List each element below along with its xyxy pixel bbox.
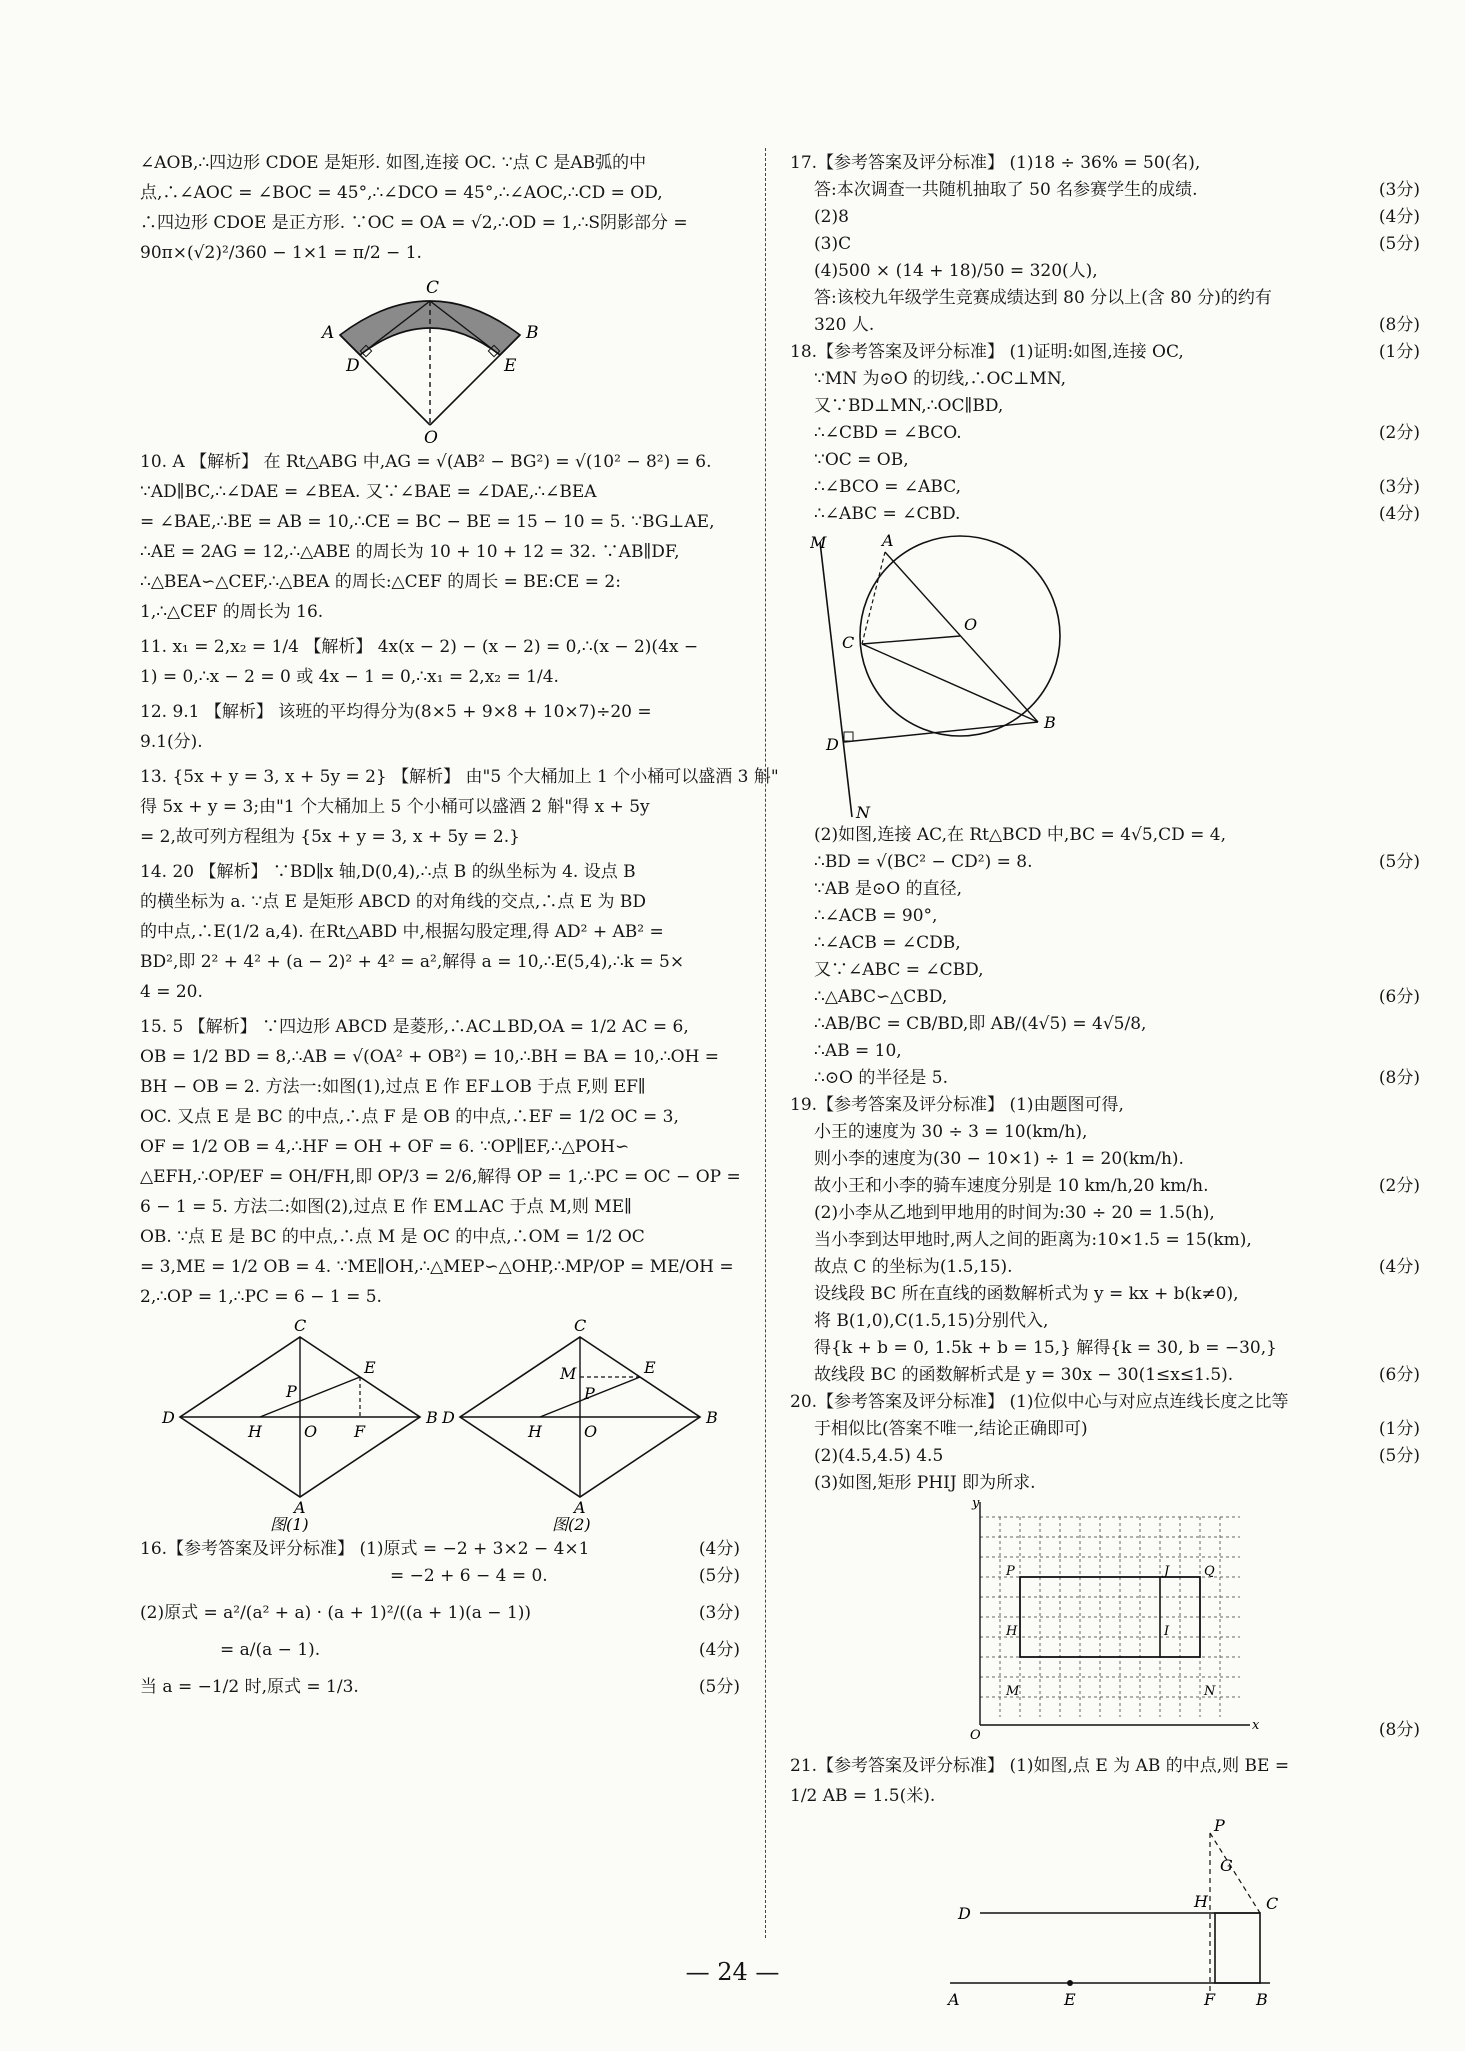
q19-text: 当小李到达甲地时,两人之间的距离为:10×1.5 = 15(km), [814,1230,1252,1250]
q19-text: 得{k + b = 0, 1.5k + b = 15,} 解得{k = 30, b = −30,} [814,1338,1277,1358]
q14-line: 14. 20 【解析】 ∵BD∥x 轴,D(0,4),∴点 B 的纵坐标为 4. 设点 B [140,862,636,882]
left-column [140,150,779,1701]
points-badge: (4分) [1378,207,1420,227]
q15-line: = 3,ME = 1/2 OB = 4. ∵ME∥OH,∴△MEP∽△OHP,∴MP/OP = ME/OH = [140,1257,734,1277]
q16-line [140,1674,740,1701]
q19-line [790,1146,1420,1173]
q20-line [790,1470,1420,1497]
points-badge: (4分) [1378,504,1420,524]
q11-solution [140,634,740,691]
q18-line [790,822,1420,849]
q17-text: (4)500 × (14 + 18)/50 = 320(人), [814,261,1098,281]
q13-line: = 2,故可列方程组为 {5x + y = 3, x + 5y = 2.} [140,827,520,847]
fig18-label: N [856,803,870,822]
q19-line [790,1362,1420,1389]
q19-text: 故小王和小李的骑车速度分别是 10 km/h,20 km/h. [814,1176,1209,1196]
q13-solution [140,764,779,851]
fig15-label: A [294,1498,306,1517]
q18-text: 18.【参考答案及评分标准】 (1)证明:如图,连接 OC, [790,342,1184,362]
fig9-label: A [322,323,335,343]
q12-line: 9.1(分). [140,732,203,752]
fig21-label: H [1194,1892,1208,1911]
fig20-origin: O [970,1728,981,1743]
fig15-label: H [528,1422,542,1441]
q18-text: ∴∠ACB = 90°, [814,906,938,926]
q18-line [790,903,1420,930]
q17-line [790,285,1420,312]
points-badge: (8分) [1378,315,1420,335]
fig21-label: G [1220,1856,1233,1875]
fig9-label: O [424,428,438,443]
q21-solution [790,1753,1420,1810]
points-badge: (3分) [1378,477,1420,497]
fig15-label: H [248,1422,262,1441]
fig15-label: P [286,1382,297,1401]
q19-text: 故点 C 的坐标为(1.5,15). [814,1257,1013,1277]
points-badge: (1分) [1378,342,1420,362]
column-divider [765,148,766,1938]
fig20-label: Q [1204,1564,1215,1579]
q15-line: OB. ∵点 E 是 BC 的中点,∴点 M 是 OC 的中点,∴OM = 1/2 OC [140,1227,645,1247]
q10-solution [140,449,740,626]
q19-line [790,1200,1420,1227]
right-column [790,150,1420,2013]
q17-text: 答:该校九年级学生竞赛成绩达到 80 分以上(含 80 分)的约有 [814,288,1272,308]
points-badge: (5分) [1378,1446,1420,1466]
fig9-label: D [346,356,360,376]
fig15-label: F [354,1422,366,1441]
q17-line [790,150,1420,177]
q15-solution [140,1014,740,1311]
q12-solution [140,699,740,756]
fig15-label: A [574,1498,586,1517]
q15-line: 6 − 1 = 5. 方法二:如图(2),过点 E 作 EM⊥AC 于点 M,则 ME∥ [140,1197,632,1217]
q17-line [790,231,1420,258]
fig15-label: B [426,1408,438,1427]
fig21-label: B [1256,1990,1268,2009]
q16-text: = a/(a − 1). [220,1640,321,1660]
q19-line [790,1335,1420,1362]
q18-text: ∴BD = √(BC² − CD²) = 8. [814,852,1033,872]
q21-line: 21.【参考答案及评分标准】 (1)如图,点 E 为 AB 的中点,则 BE = [790,1756,1290,1776]
q17-solution [790,150,1420,339]
q11-line: 1) = 0,∴x − 2 = 0 或 4x − 1 = 0,∴x₁ = 2,x₂ = 1/4. [140,667,559,687]
q18-solution [790,339,1420,528]
q19-line [790,1308,1420,1335]
q17-text: (2)8 [814,207,849,227]
q17-line [790,258,1420,285]
q18-text: ∴∠BCO = ∠ABC, [814,477,961,497]
q18-line [790,420,1420,447]
fig15-caption-1: 图(1) [270,1515,309,1532]
q16-solution [140,1536,740,1701]
q9-line: 点,∴∠AOC = ∠BOC = 45°,∴∠DCO = 45°,∴∠AOC,∴CD = OD, [140,183,663,203]
fig20-label: N [1204,1684,1216,1699]
q19-line [790,1281,1420,1308]
q18-text: (2)如图,连接 AC,在 Rt△BCD 中,BC = 4√5,CD = 4, [814,825,1226,845]
q10-line: 10. A 【解析】 在 Rt△ABG 中,AG = √(AB² − BG²) = √(10² − 8²) = 6. [140,452,712,472]
q14-solution [140,859,740,1006]
q15-line: 2,∴OP = 1,∴PC = 6 − 1 = 5. [140,1287,382,1307]
q18-text: ∴AB = 10, [814,1041,902,1061]
q18-line [790,849,1420,876]
fig18-label: M [810,533,827,552]
q9-solution [140,150,740,267]
fig15-label: P [584,1384,595,1403]
fig20-axis-x: x [1252,1718,1260,1733]
q20-line [790,1416,1420,1443]
q20-line [790,1389,1420,1416]
fig9-label: B [526,323,539,343]
fig21-label: P [1214,1816,1225,1835]
q17-line [790,177,1420,204]
q15-line: △EFH,∴OP/EF = OH/FH,即 OP/3 = 2/6,解得 OP = 1,∴PC = OC − OP = [140,1167,741,1187]
q17-line [790,312,1420,339]
fig20-label: P [1006,1564,1015,1579]
q18-line [790,447,1420,474]
q10-line: ∴AE = 2AG = 12,∴△ABE 的周长为 10 + 10 + 12 = 32. ∵AB∥DF, [140,542,680,562]
q19-text: 设线段 BC 所在直线的函数解析式为 y = kx + b(k≠0), [814,1284,1239,1304]
q10-line: = ∠BAE,∴BE = AB = 10,∴CE = BC − BE = 15 − 10 = 5. ∵BG⊥AE, [140,512,715,532]
q13-line: 得 5x + y = 3;由"1 个大桶加上 5 个小桶可以盛酒 2 斛"得 x + 5y [140,797,650,817]
q19-text: 将 B(1,0),C(1.5,15)分别代入, [814,1311,1049,1331]
q19-line [790,1254,1420,1281]
q10-line: 1,∴△CEF 的周长为 16. [140,602,324,622]
q18-line [790,876,1420,903]
q21-line: 1/2 AB = 1.5(米). [790,1786,936,1806]
q18-text: ∴∠ABC = ∠CBD. [814,504,961,524]
points-badge: (4分) [1378,1257,1420,1277]
q18-line [790,474,1420,501]
points-badge: (5分) [1378,852,1420,872]
q18-line [790,501,1420,528]
figure-q9-sector [310,273,570,443]
q16-line [140,1637,740,1664]
q20-text: (2)(4.5,4.5) 4.5 [814,1446,944,1466]
q19-text: 则小李的速度为(30 − 10×1) ÷ 1 = 20(km/h). [814,1149,1184,1169]
q18-text: ∴AB/BC = CB/BD,即 AB/(4√5) = 4√5/8, [814,1014,1147,1034]
q17-text: 17.【参考答案及评分标准】 (1)18 ÷ 36% = 50(名), [790,153,1201,173]
fig20-axis-y: y [972,1497,980,1511]
q18-text: ∴∠ACB = ∠CDB, [814,933,961,953]
figure-q18-circle [810,532,1110,822]
q9-line: ∴四边形 CDOE 是正方形. ∵OC = OA = √2,∴OD = 1,∴S阴影部分 = [140,213,688,233]
points-badge: (5分) [698,1566,740,1586]
q20-text: 20.【参考答案及评分标准】 (1)位似中心与对应点连线长度之比等 [790,1392,1289,1412]
q20-text: 于相似比(答案不唯一,结论正确即可) [814,1419,1088,1439]
q18-text: ∵MN 为⊙O 的切线,∴OC⊥MN, [814,369,1067,389]
q20-line [790,1443,1420,1470]
q19-line [790,1227,1420,1254]
q15-line: OC. 又点 E 是 BC 的中点,∴点 F 是 OB 的中点,∴EF = 1/2 OC = 3, [140,1107,679,1127]
q18-line [790,339,1420,366]
q19-text: 故线段 BC 的函数解析式是 y = 30x − 30(1≤x≤1.5). [814,1365,1234,1385]
points-badge: (5分) [1378,234,1420,254]
points-badge: (4分) [698,1640,740,1660]
points-badge: (6分) [1378,987,1420,1007]
figure-q20-grid [970,1497,1270,1747]
fig9-label: C [426,278,440,298]
fig15-label: E [644,1358,656,1377]
points-badge: (8分) [1378,1720,1420,1740]
figure-q20-wrapper [790,1497,1420,1747]
q14-line: 的中点,∴E(1/2 a,4). 在Rt△ABD 中,根据勾股定理,得 AD² + AB² = [140,922,664,942]
q18-text: ∴∠CBD = ∠BCO. [814,423,962,443]
points-badge: (2分) [1378,1176,1420,1196]
q18-line [790,393,1420,420]
q15-line: OF = 1/2 OB = 4,∴HF = OH + OF = 6. ∵OP∥EF,∴△POH∽ [140,1137,630,1157]
q17-text: 320 人. [814,315,875,335]
fig20-label: I [1164,1624,1170,1639]
page-number: — 24 — [685,1958,780,1986]
q16-line [140,1563,740,1590]
q18-text: ∵AB 是⊙O 的直径, [814,879,962,899]
q18-text: ∴⊙O 的半径是 5. [814,1068,949,1088]
fig15-label: C [294,1317,307,1335]
q18-text: 又∵BD⊥MN,∴OC∥BD, [814,396,1004,416]
q17-line [790,204,1420,231]
q16-text: 16.【参考答案及评分标准】 (1)原式 = −2 + 3×2 − 4×1 [140,1539,590,1559]
q19-line [790,1092,1420,1119]
points-badge: (5分) [698,1677,740,1697]
q16-line [140,1600,740,1627]
q20-solution [790,1389,1420,1497]
q16-text: (2)原式 = a²/(a² + a) · (a + 1)²/((a + 1)(a − 1)) [140,1603,532,1623]
q18-line [790,984,1420,1011]
fig20-label: J [1164,1564,1170,1579]
fig15-caption-2: 图(2) [552,1515,591,1532]
q17-text: (3)C [814,234,852,254]
fig15-label: O [584,1422,598,1441]
q19-solution [790,1092,1420,1389]
q18-line [790,930,1420,957]
fig15-label: D [162,1408,175,1427]
points-badge: (8分) [1378,1068,1420,1088]
q15-line: BH − OB = 2. 方法一:如图(1),过点 E 作 EF⊥OB 于点 F,则 EF∥ [140,1077,646,1097]
q19-line [790,1119,1420,1146]
q18-line [790,366,1420,393]
fig15-label: M [560,1364,577,1383]
fig15-label: E [364,1358,376,1377]
fig15-label: B [706,1408,718,1427]
fig20-label: H [1006,1624,1018,1639]
q18b-solution [790,822,1420,1092]
q19-text: 19.【参考答案及评分标准】 (1)由题图可得, [790,1095,1124,1115]
points-badge: (2分) [1378,423,1420,443]
points-badge: (3分) [698,1603,740,1623]
q9-line: 90π×(√2)²/360 − 1×1 = π/2 − 1. [140,243,422,263]
fig21-label: A [948,1990,960,2009]
fig18-label: O [964,615,978,634]
figure-q15-rhombus [160,1317,720,1532]
fig15-label: O [304,1422,318,1441]
q14-line: 4 = 20. [140,982,203,1002]
q10-line: ∵AD∥BC,∴∠DAE = ∠BEA. 又∵∠BAE = ∠DAE,∴∠BEA [140,482,597,502]
q15-line: OB = 1/2 BD = 8,∴AB = √(OA² + OB²) = 10,∴BH = BA = 10,∴OH = [140,1047,720,1067]
points-badge: (4分) [698,1539,740,1559]
q19-text: (2)小李从乙地到甲地用的时间为:30 ÷ 20 = 1.5(h), [814,1203,1215,1223]
points-badge: (1分) [1378,1419,1420,1439]
fig20-label: M [1006,1684,1020,1699]
fig21-label: C [1266,1894,1279,1913]
fig15-label: D [442,1408,455,1427]
q18-line [790,1038,1420,1065]
fig15-label: C [574,1317,587,1335]
q18-line [790,957,1420,984]
fig18-label: B [1044,713,1056,732]
q11-line: 11. x₁ = 2,x₂ = 1/4 【解析】 4x(x − 2) − (x − 2) = 0,∴(x − 2)(4x − [140,637,699,657]
q13-line: 13. {5x + y = 3, x + 5y = 2} 【解析】 由"5 个大桶加上 1 个小桶可以盛酒 3 斛" [140,767,779,787]
fig21-label: F [1204,1990,1216,2009]
q16-text: 当 a = −1/2 时,原式 = 1/3. [140,1677,359,1697]
q18-line [790,1065,1420,1092]
fig21-label: D [958,1904,971,1923]
q17-text: 答:本次调查一共随机抽取了 50 名参赛学生的成绩. [814,180,1198,200]
q18-text: 又∵∠ABC = ∠CBD, [814,960,984,980]
q14-line: BD²,即 2² + 4² + (a − 2)² + 4² = a²,解得 a = 10,∴E(5,4),∴k = 5× [140,952,685,972]
q12-line: 12. 9.1 【解析】 该班的平均得分为(8×5 + 9×8 + 10×7)÷20 = [140,702,652,722]
fig18-label: D [826,735,839,754]
q16-line [140,1536,740,1563]
fig21-label: E [1064,1990,1076,2009]
fig18-label: A [882,532,894,550]
fig9-label: E [504,356,517,376]
q19-line [790,1173,1420,1200]
q18-text: ∵OC = OB, [814,450,909,470]
q10-line: ∴△BEA∽△CEF,∴△BEA 的周长:△CEF 的周长 = BE:CE = 2: [140,572,621,592]
fig18-label: C [842,633,855,652]
q20-text: (3)如图,矩形 PHIJ 即为所求. [814,1473,1036,1493]
q15-line: 15. 5 【解析】 ∵四边形 ABCD 是菱形,∴AC⊥BD,OA = 1/2 AC = 6, [140,1017,689,1037]
q16-text: = −2 + 6 − 4 = 0. [390,1566,548,1586]
q14-line: 的横坐标为 a. ∵点 E 是矩形 ABCD 的对角线的交点,∴点 E 为 BD [140,892,647,912]
q19-text: 小王的速度为 30 ÷ 3 = 10(km/h), [814,1122,1088,1142]
points-badge: (3分) [1378,180,1420,200]
q9-line: ∠AOB,∴四边形 CDOE 是矩形. 如图,连接 OC. ∵点 C 是AB弧的中 [140,153,647,173]
q18-line [790,1011,1420,1038]
points-badge: (6分) [1378,1365,1420,1385]
q18-text: ∴△ABC∽△CBD, [814,987,948,1007]
